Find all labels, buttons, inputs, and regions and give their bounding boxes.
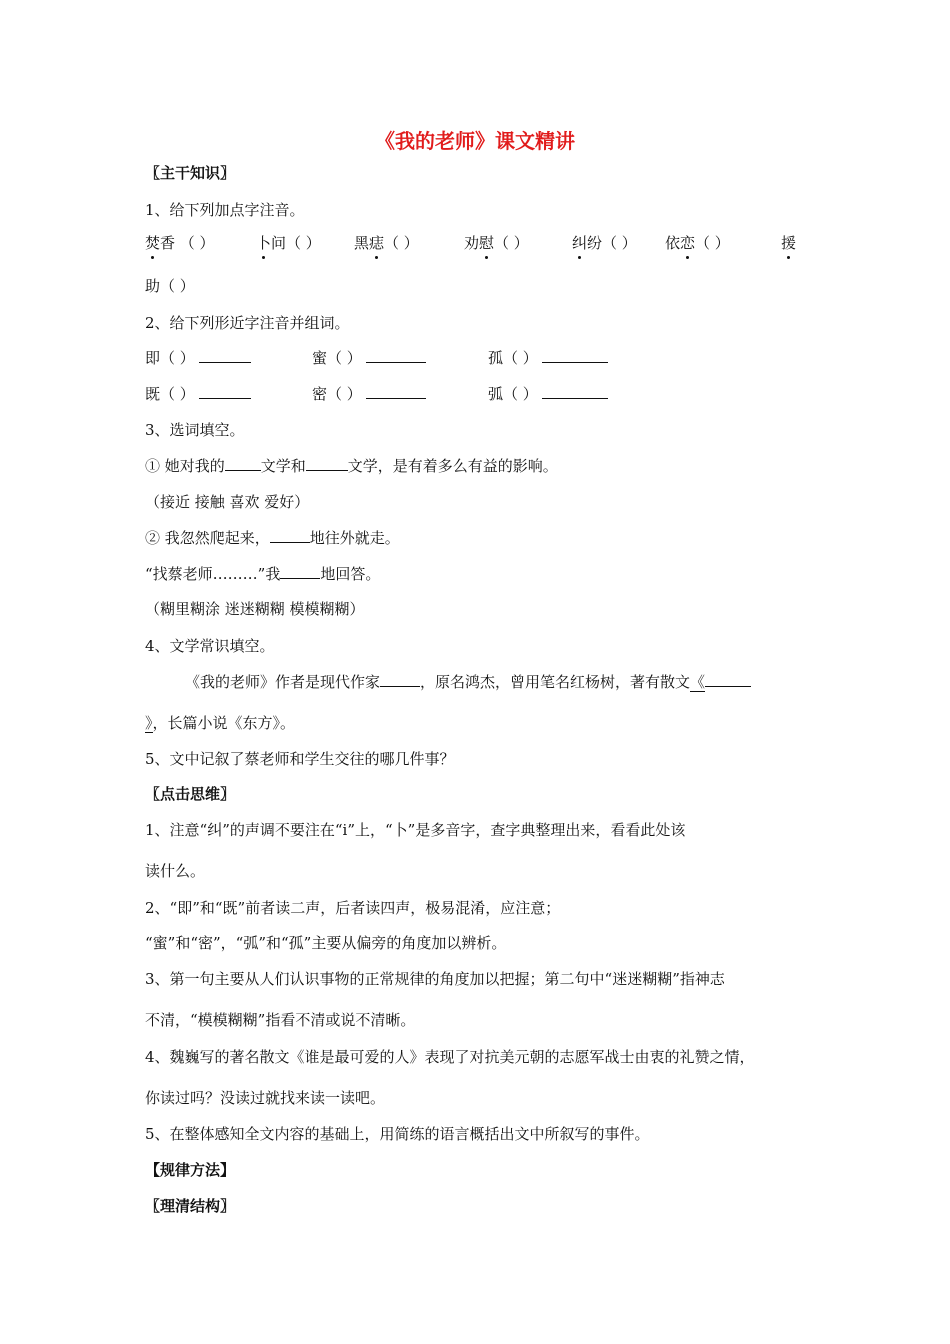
text-segment: ① 她对我的 <box>145 457 225 475</box>
q3-sentence-1 <box>145 456 558 476</box>
text-segment: 地往外就走。 <box>309 529 400 547</box>
thinking-4-line-2: 你读过吗？没读过就找来读一读吧。 <box>145 1089 386 1107</box>
q1-item-text: 问（ ） <box>271 234 321 252</box>
text-segment: ，长篇小说《东方》。 <box>152 714 296 732</box>
text-segment: 》 <box>145 714 153 732</box>
q1-item-5 <box>572 233 637 253</box>
q2-char: 弧（ ） <box>488 385 538 403</box>
answer-blank[interactable] <box>705 672 751 687</box>
answer-blank[interactable] <box>542 384 608 399</box>
dotted-char: 援 <box>781 234 797 252</box>
text-segment: 《 <box>690 673 706 691</box>
question-5-prompt: 5、文中记叙了蔡老师和学生交往的哪几件事？ <box>145 750 455 768</box>
q1-item-text: （ ） <box>695 234 730 252</box>
dotted-char: 慰 <box>479 234 495 252</box>
section-heading-thinking: 〖点击思维〗 <box>145 785 236 803</box>
q2-char: 既（ ） <box>145 385 195 403</box>
answer-blank[interactable] <box>280 564 320 579</box>
thinking-5: 5、在整体感知全文内容的基础上，用简练的语言概括出文中所叙写的事件。 <box>145 1125 650 1143</box>
q2-row1-item1 <box>145 348 251 368</box>
answer-blank[interactable] <box>366 384 426 399</box>
section-heading-structure: 〖理清结构〗 <box>145 1197 236 1215</box>
q1-item-text: 纷（ ） <box>587 234 637 252</box>
answer-blank[interactable] <box>306 456 348 471</box>
q2-row2-item1 <box>145 384 251 404</box>
thinking-1-line-1: 1、注意“纠”的声调不要注在“i”上，“卜”是多音字，查字典整理出来，看看此处该 <box>145 821 686 839</box>
thinking-3-line-1: 3、第一句主要从人们认识事物的正常规律的角度加以把握；第二句中“迷迷糊糊”指神志 <box>145 970 725 988</box>
q1-item-prefix: 劝 <box>464 234 480 252</box>
thinking-2-line-1: 2、“即”和“既”前者读二声，后者读四声，极易混淆，应注意； <box>145 899 561 917</box>
q1-item-7-char <box>781 233 796 253</box>
q4-text-line-1 <box>185 672 751 692</box>
section-heading-methods: 【规律方法】 <box>145 1161 236 1179</box>
q1-item-6 <box>665 233 730 253</box>
q1-item-2 <box>256 233 321 253</box>
q1-item-text: 香 （ ） <box>160 234 215 252</box>
q1-item-1 <box>145 233 215 253</box>
q1-item-7-rest: 助（ ） <box>145 277 195 295</box>
question-2-prompt: 2、给下列形近字注音并组词。 <box>145 314 350 332</box>
q1-item-prefix: 黑 <box>354 234 370 252</box>
document-title: 《我的老师》课文精讲 <box>375 129 575 153</box>
q2-row2-item2 <box>312 384 426 404</box>
question-1-prompt: 1、给下列加点字注音。 <box>145 201 305 219</box>
thinking-1-line-2: 读什么。 <box>145 862 206 880</box>
answer-blank[interactable] <box>199 348 251 363</box>
q3-sentence-2 <box>145 528 400 548</box>
q1-item-text: （ ） <box>384 234 419 252</box>
dotted-char: 纠 <box>572 234 588 252</box>
q1-item-4 <box>464 233 529 253</box>
thinking-2-line-2: “蜜”和“密”，“弧”和“孤”主要从偏旁的角度加以辨析。 <box>145 934 507 952</box>
text-segment: 地回答。 <box>320 565 381 583</box>
dotted-char: 痣 <box>369 234 385 252</box>
q3-options-2: （糊里糊涂 迷迷糊糊 模模糊糊） <box>145 600 365 618</box>
q2-char: 密（ ） <box>312 385 362 403</box>
text-segment: “找蔡老师………”我 <box>145 565 281 583</box>
q1-item-prefix: 依 <box>665 234 681 252</box>
text-segment: 文学，是有着多么有益的影响。 <box>347 457 558 475</box>
answer-blank[interactable] <box>380 672 420 687</box>
answer-blank[interactable] <box>225 456 261 471</box>
dotted-char: 卜 <box>256 234 272 252</box>
answer-blank[interactable] <box>199 384 251 399</box>
q4-text-line-2 <box>145 713 295 733</box>
thinking-3-line-2: 不清，“模模糊糊”指看不清或说不清晰。 <box>145 1011 416 1029</box>
q2-char: 即（ ） <box>145 349 195 367</box>
section-heading-main-knowledge: 〖主干知识〗 <box>145 164 236 182</box>
q1-item-text: （ ） <box>494 234 529 252</box>
answer-blank[interactable] <box>542 348 608 363</box>
q2-row1-item3 <box>488 348 608 368</box>
answer-blank[interactable] <box>270 528 310 543</box>
q3-options-1: （接近 接触 喜欢 爱好） <box>145 493 310 511</box>
question-4-prompt: 4、文学常识填空。 <box>145 637 275 655</box>
question-3-prompt: 3、选词填空。 <box>145 421 245 439</box>
q2-row1-item2 <box>312 348 426 368</box>
text-segment: 《我的老师》作者是现代作家 <box>185 673 381 691</box>
q1-item-3 <box>354 233 419 253</box>
q3-sentence-3 <box>145 564 380 584</box>
dotted-char: 焚 <box>145 234 161 252</box>
text-segment: ，原名鸿杰，曾用笔名红杨树，著有散文 <box>420 673 691 691</box>
answer-blank[interactable] <box>366 348 426 363</box>
text-segment: 文学和 <box>260 457 306 475</box>
q2-char: 孤（ ） <box>488 349 538 367</box>
dotted-char: 恋 <box>680 234 696 252</box>
q2-char: 蜜（ ） <box>312 349 362 367</box>
q2-row2-item3 <box>488 384 608 404</box>
text-segment: ② 我忽然爬起来， <box>145 529 270 547</box>
thinking-4-line-1: 4、魏巍写的著名散文《谁是最可爱的人》表现了对抗美元朝的志愿军战士由衷的礼赞之情， <box>145 1048 755 1066</box>
